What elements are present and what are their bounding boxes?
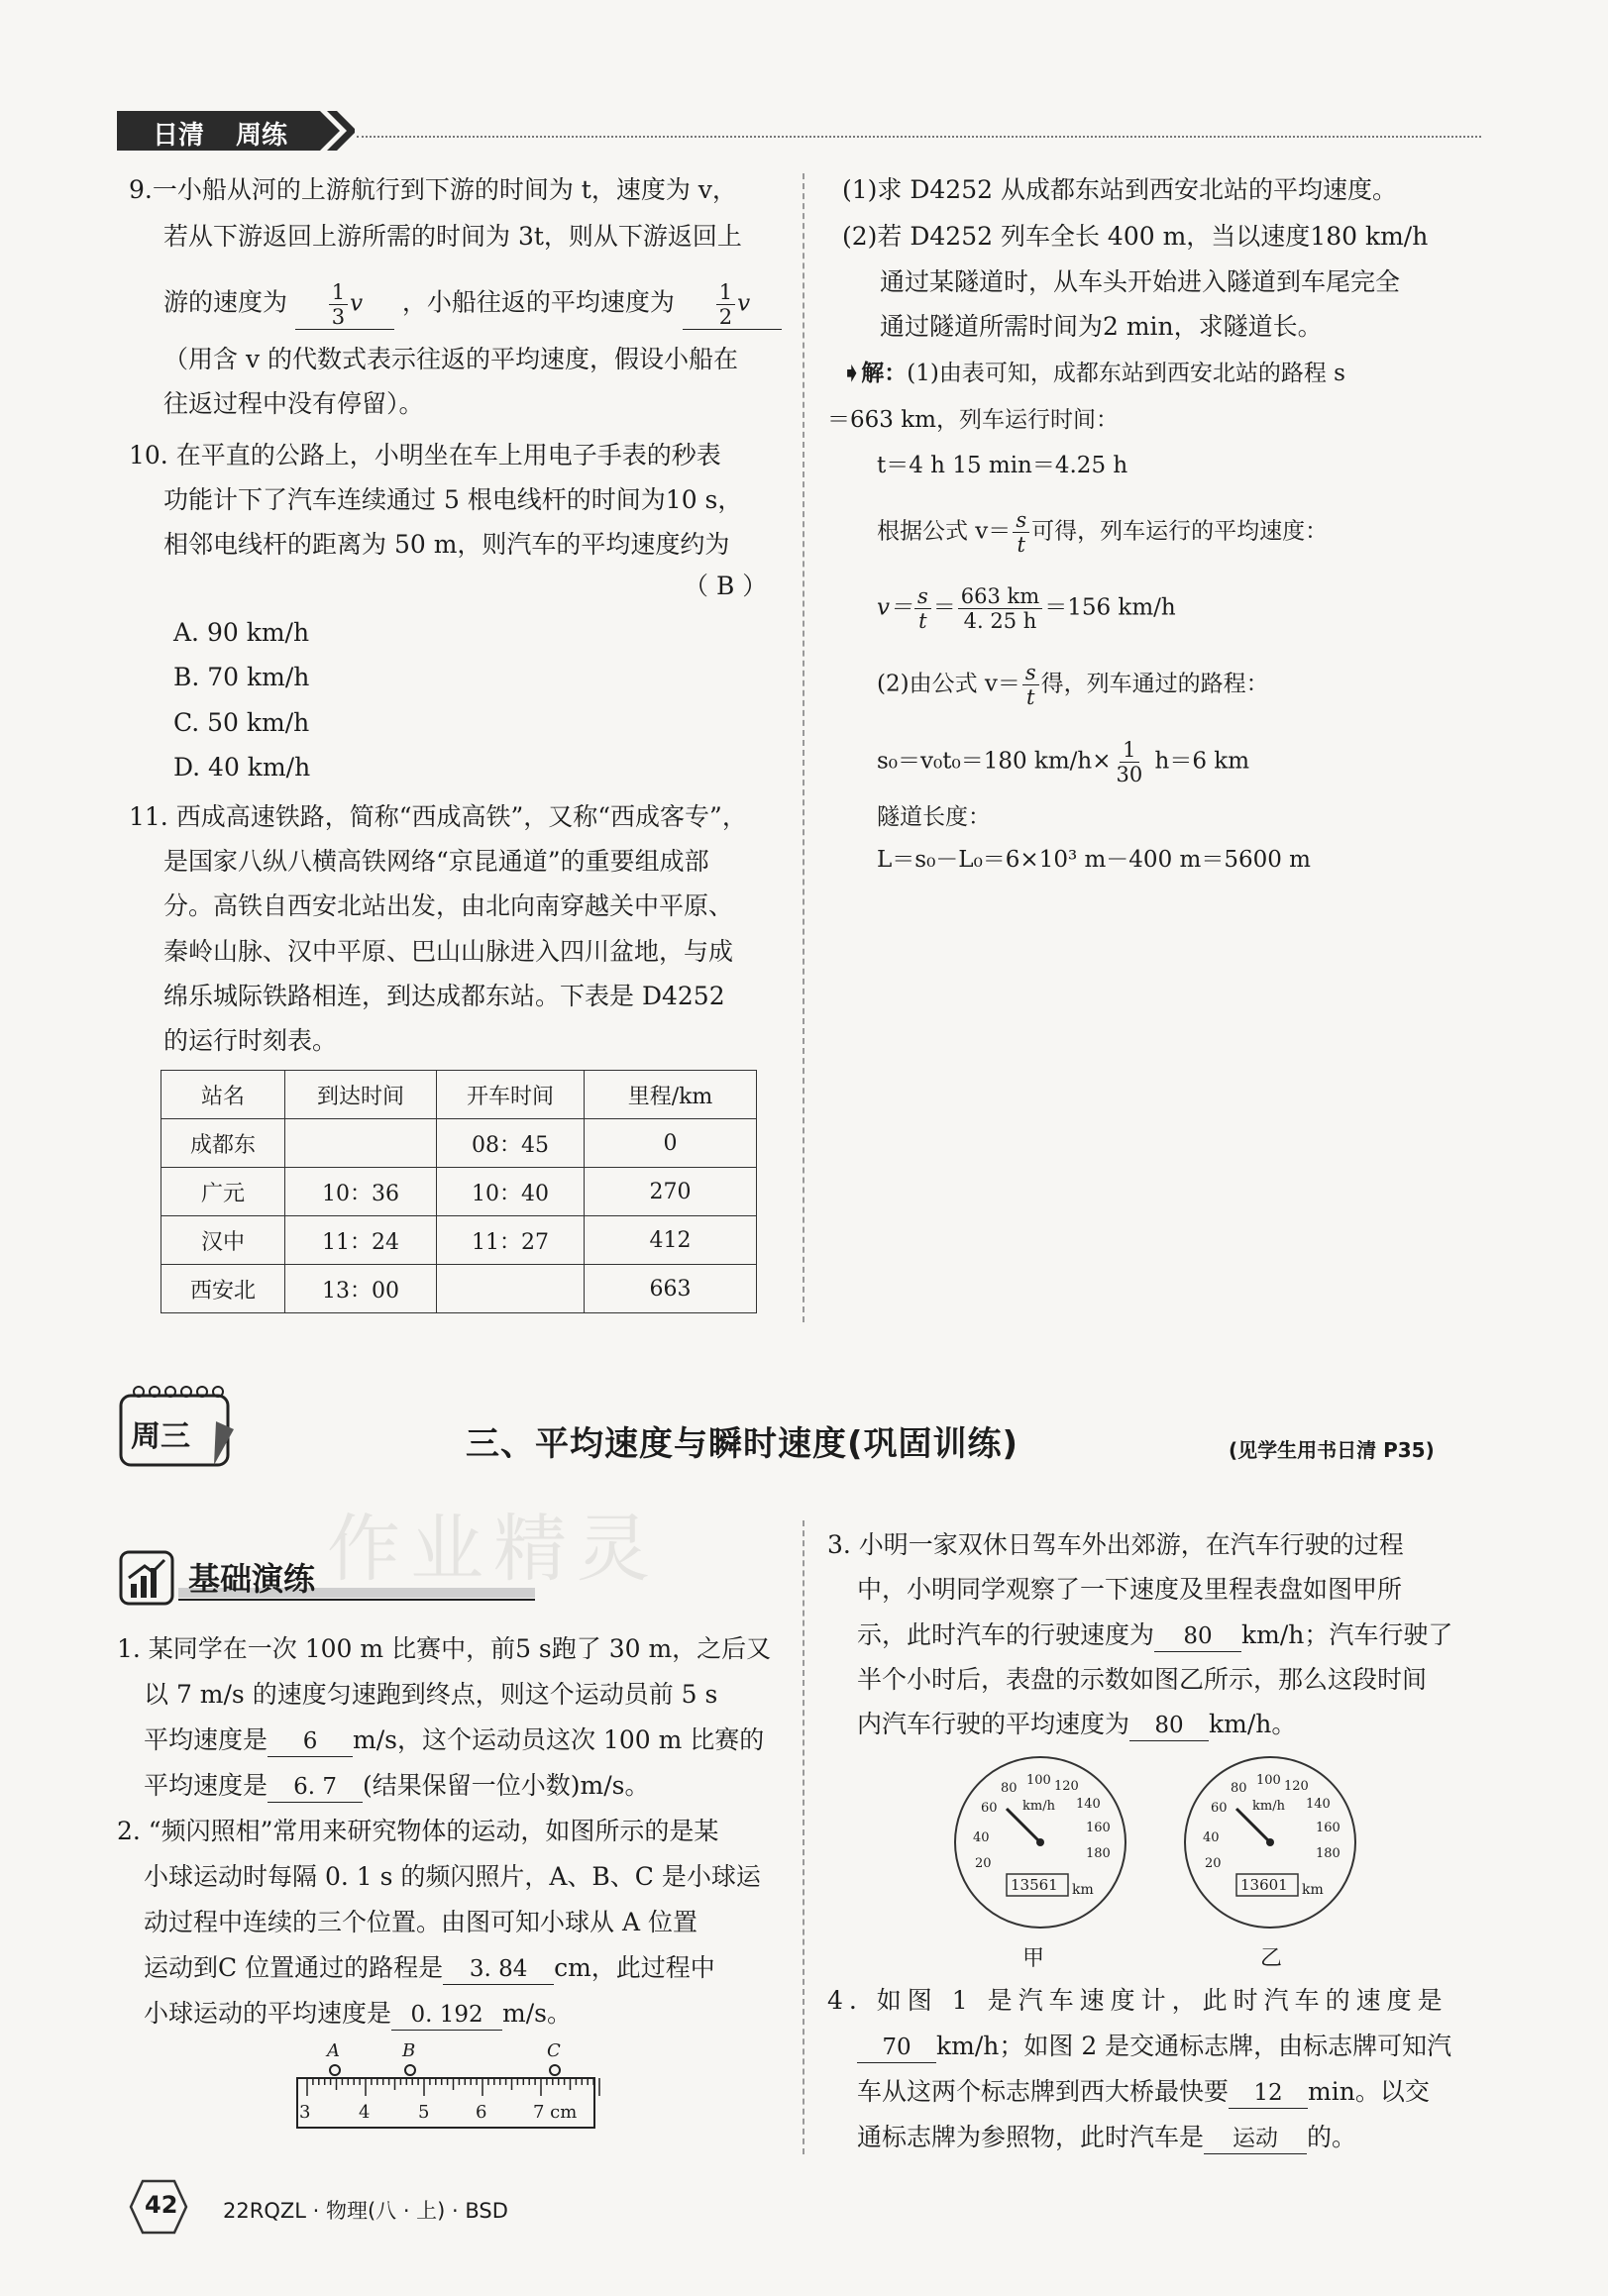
- solution-line7: s₀＝v₀t₀＝180 km/h× $\frac{1}{30}$ h＝6 km: [877, 738, 1250, 786]
- b4-answer1: 70: [857, 2033, 936, 2063]
- table-cell: 汉中: [161, 1216, 285, 1265]
- b2-line2: 小球运动时每隔 0. 1 s 的频闪照片，A、B、C 是小球运: [144, 1862, 761, 1891]
- th-mileage: 里程/km: [585, 1071, 757, 1119]
- q11-line3: 分。高铁自西安北站出发，由北向南穿越关中平原、: [163, 891, 734, 920]
- th-depart: 开车时间: [437, 1071, 585, 1119]
- odometer-reading: 13601: [1240, 1876, 1288, 1894]
- solution-line3: t＝4 h 15 min＝4.25 h: [877, 453, 1128, 478]
- q11-part2-line1: (2)若 D4252 列车全长 400 m，当以速度180 km/h: [842, 222, 1429, 251]
- th-station: 站名: [161, 1071, 285, 1119]
- solution-label: 解：: [861, 361, 908, 386]
- tick-120: 120: [1054, 1779, 1079, 1794]
- b1-line2: 以 7 m/s 的速度匀速跑到终点，则这个运动员前 5 s: [144, 1680, 718, 1709]
- header-banner: [117, 107, 345, 153]
- ball-a: [330, 2065, 340, 2075]
- b3-line1: 3. 小明一家双休日驾车外出郊游，在汽车行驶的过程: [827, 1530, 1404, 1559]
- ruler-figure: [287, 2040, 614, 2139]
- page-number-badge: [129, 2179, 188, 2235]
- solution-line2: ＝663 km，列车运行时间：: [827, 407, 1119, 433]
- tick-40: 40: [973, 1830, 990, 1845]
- header-dotted-rule: [357, 136, 1481, 138]
- odometer-unit: km: [1072, 1882, 1094, 1898]
- ruler-mark-3: 3: [299, 2102, 311, 2123]
- solution-arrow-icon: ➧: [842, 360, 862, 386]
- timetable-header-row: [161, 1071, 757, 1119]
- q9-answer2: $\frac{1}{2}$ v: [683, 280, 782, 330]
- q11-line5: 绵乐城际铁路相连，到达成都东站。下表是 D4252: [163, 982, 725, 1010]
- speedometer-yi: [1181, 1753, 1359, 1931]
- q10-line3: 相邻电线杆的距离为 50 m，则汽车的平均速度约为: [163, 530, 730, 559]
- q10-option-c: C. 50 km/h: [173, 708, 310, 737]
- table-cell: 13：00: [285, 1265, 437, 1313]
- ball-b: [405, 2065, 415, 2075]
- q10-line1: 10. 在平直的公路上，小明坐在车上用电子手表的秒表: [129, 441, 721, 470]
- b4-line1: 4. 如图 1 是汽车速度计，此时汽车的速度是: [827, 1986, 1448, 2015]
- ruler-mark-5: 5: [418, 2102, 430, 2123]
- b1-answer1: 6: [268, 1726, 353, 1757]
- b2-line3: 动过程中连续的三个位置。由图可知小球从 A 位置: [144, 1908, 697, 1936]
- gauge-caption-yi: 乙: [1260, 1946, 1283, 1971]
- solution-line6: (2)由公式 v＝ $\frac{s}{t}$ 得，列车通过的路程：: [877, 661, 1269, 709]
- subsection-title: 基础演练: [188, 1560, 316, 1598]
- q10-option-d: D. 40 km/h: [173, 753, 311, 782]
- tick-80: 80: [1001, 1781, 1018, 1796]
- solution-line9: L＝s₀－L₀＝6×10³ m－400 m＝5600 m: [877, 847, 1311, 873]
- point-label-b: B: [402, 2040, 416, 2061]
- q9-text-b: ，小船往返的平均速度为: [401, 287, 675, 317]
- tick-160: 160: [1316, 1821, 1340, 1835]
- b4-answer3: 运动: [1204, 2124, 1307, 2154]
- ruler-mark-6: 6: [476, 2102, 487, 2123]
- b3-line4: 半个小时后，表盘的示数如图乙所示，那么这段时间: [857, 1665, 1428, 1694]
- b1-line3: 平均速度是 6 m/s，这个运动员这次 100 m 比赛的: [144, 1723, 764, 1757]
- table-cell: [437, 1265, 585, 1313]
- b4-line4: 通标志牌为参照物，此时汽车是 运动 的。: [857, 2121, 1356, 2154]
- tick-40: 40: [1203, 1830, 1220, 1845]
- q9-line1: 9.一小船从河的上游航行到下游的时间为 t，速度为 v，: [129, 175, 737, 204]
- day-tag: [117, 1382, 236, 1466]
- day-tag-label: 周三: [131, 1419, 190, 1454]
- column-divider-bottom: [803, 1520, 804, 2154]
- section-title: 三、平均速度与瞬时速度(巩固训练): [466, 1424, 1019, 1464]
- ruler-mark-4: 4: [359, 2102, 371, 2123]
- table-cell: 西安北: [161, 1265, 285, 1313]
- q11-part2-line2: 通过某隧道时，从车头开始进入隧道到车尾完全: [880, 267, 1401, 296]
- table-cell: 0: [585, 1119, 757, 1168]
- q9-line5: 往返过程中没有停留）。: [163, 389, 424, 418]
- b2-answer1: 3. 84: [443, 1954, 554, 1985]
- table-cell: 10：36: [285, 1168, 437, 1216]
- tick-100: 100: [1256, 1773, 1281, 1788]
- tick-20: 20: [975, 1856, 992, 1871]
- b3-line5: 内汽车行驶的平均速度为 80 km/h。: [857, 1708, 1296, 1741]
- tick-120: 120: [1284, 1779, 1309, 1794]
- page-number: 42: [145, 2191, 178, 2219]
- gauge-speed-unit: km/h: [1022, 1799, 1055, 1814]
- b2-answer2: 0. 192: [391, 2000, 502, 2031]
- tick-80: 80: [1231, 1781, 1247, 1796]
- tick-100: 100: [1026, 1773, 1051, 1788]
- gauge-needle: [1007, 1809, 1040, 1842]
- solution-line4: 根据公式 v＝ $\frac{s}{t}$ 可得，列车运行的平均速度：: [877, 508, 1329, 557]
- gauge-caption-jia: 甲: [1022, 1946, 1045, 1971]
- odometer-unit: km: [1302, 1882, 1324, 1898]
- b1-answer2: 6. 7: [268, 1772, 363, 1803]
- table-cell: 成都东: [161, 1119, 285, 1168]
- gauge-needle: [1236, 1809, 1270, 1842]
- b4-line2: 70 km/h；如图 2 是交通标志牌，由标志牌可知汽: [857, 2030, 1451, 2063]
- q11-line2: 是国家八纵八横高铁网络“京昆通道”的重要组成部: [163, 847, 709, 876]
- timetable: [161, 1070, 757, 1313]
- header-tag-b: 周练: [236, 121, 288, 151]
- solution-line5: v＝ $\frac{s}{t}$ ＝ $\frac{663 km}{4. 25 h}$ ＝156 km/h: [877, 584, 1176, 633]
- table-cell: [285, 1119, 437, 1168]
- table-cell: 广元: [161, 1168, 285, 1216]
- tick-20: 20: [1205, 1856, 1222, 1871]
- b2-line5: 小球运动的平均速度是 0. 192 m/s。: [144, 1997, 572, 2031]
- table-cell: 412: [585, 1216, 757, 1265]
- b4-answer2: 12: [1229, 2078, 1308, 2109]
- q11-line4: 秦岭山脉、汉中平原、巴山山脉进入四川盆地，与成: [163, 937, 734, 966]
- table-cell: 663: [585, 1265, 757, 1313]
- q10-option-a: A. 90 km/h: [173, 618, 310, 647]
- tick-180: 180: [1086, 1846, 1111, 1861]
- solution-line1: [842, 357, 1345, 390]
- b2-line4: 运动到C 位置通过的路程是 3. 84 cm，此过程中: [144, 1951, 715, 1985]
- q11-line1: 11. 西成高速铁路，简称“西成高铁”，又称“西成客专”，: [129, 802, 747, 831]
- b3-answer2: 80: [1129, 1711, 1209, 1741]
- odometer-reading: 13561: [1011, 1876, 1058, 1894]
- b3-line3: 示，此时汽车的行驶速度为 80 km/h；汽车行驶了: [857, 1618, 1452, 1652]
- footer-code: 22RQZL · 物理(八 · 上) · BSD: [223, 2199, 508, 2223]
- table-cell: 10：40: [437, 1168, 585, 1216]
- q10-line2: 功能计下了汽车连续通过 5 根电线杆的时间为10 s，: [163, 485, 743, 514]
- gauge-speed-unit: km/h: [1252, 1799, 1285, 1814]
- watermark: 作业精灵: [327, 1507, 660, 1592]
- table-cell: 11：24: [285, 1216, 437, 1265]
- b3-answer1: 80: [1154, 1621, 1241, 1652]
- tick-160: 160: [1086, 1821, 1111, 1835]
- header-tag-a: 日清: [153, 121, 205, 151]
- table-cell: 11：27: [437, 1216, 585, 1265]
- section-reference: (见学生用书日清 P35): [1229, 1438, 1435, 1462]
- q9-line4: （用含 v 的代数式表示往返的平均速度，假设小船在: [163, 345, 739, 373]
- table-row: [161, 1216, 757, 1265]
- tick-140: 140: [1076, 1797, 1101, 1812]
- q9-answer1: $\frac{1}{3}$ v: [295, 280, 394, 330]
- q11-line6: 的运行时刻表。: [163, 1026, 338, 1055]
- q11-part1: (1)求 D4252 从成都东站到西安北站的平均速度。: [842, 175, 1397, 204]
- point-label-a: A: [327, 2040, 340, 2061]
- q9-text-a: 游的速度为: [163, 287, 288, 317]
- speedometer-jia: [951, 1753, 1129, 1931]
- tick-60: 60: [981, 1801, 998, 1816]
- table-cell: 08：45: [437, 1119, 585, 1168]
- b1-line4: 平均速度是 6. 7 (结果保留一位小数)m/s。: [144, 1769, 649, 1803]
- q9-line3: [163, 280, 782, 330]
- q11-part2-line3: 通过隧道所需时间为2 min，求隧道长。: [880, 312, 1323, 341]
- th-arrive: 到达时间: [285, 1071, 437, 1119]
- tick-140: 140: [1306, 1797, 1331, 1812]
- solution-text: (1)由表可知，成都东站到西安北站的路程 s: [907, 361, 1345, 386]
- b1-line1: 1. 某同学在一次 100 m 比赛中，前5 s跑了 30 m，之后又: [117, 1634, 772, 1663]
- table-row: [161, 1168, 757, 1216]
- solution-line8: 隧道长度：: [877, 804, 991, 830]
- tick-180: 180: [1316, 1846, 1340, 1861]
- q10-answer: （ B ）: [684, 572, 768, 600]
- b2-line1: 2. “频闪照相”常用来研究物体的运动，如图所示的是某: [117, 1817, 719, 1845]
- column-divider-top: [803, 173, 804, 1322]
- b4-line3: 车从这两个标志牌到西大桥最快要 12 min。以交: [857, 2075, 1430, 2109]
- ball-c: [550, 2065, 560, 2075]
- ruler-mark-7: 7 cm: [533, 2102, 578, 2123]
- table-row: [161, 1265, 757, 1313]
- q9-line2: 若从下游返回上游所需的时间为 3t，则从下游返回上: [163, 222, 742, 251]
- table-cell: 270: [585, 1168, 757, 1216]
- point-label-c: C: [547, 2040, 561, 2061]
- b3-line2: 中，小明同学观察了一下速度及里程表盘如图甲所: [857, 1575, 1403, 1604]
- tick-60: 60: [1211, 1801, 1228, 1816]
- q10-option-b: B. 70 km/h: [173, 663, 310, 691]
- table-row: [161, 1119, 757, 1168]
